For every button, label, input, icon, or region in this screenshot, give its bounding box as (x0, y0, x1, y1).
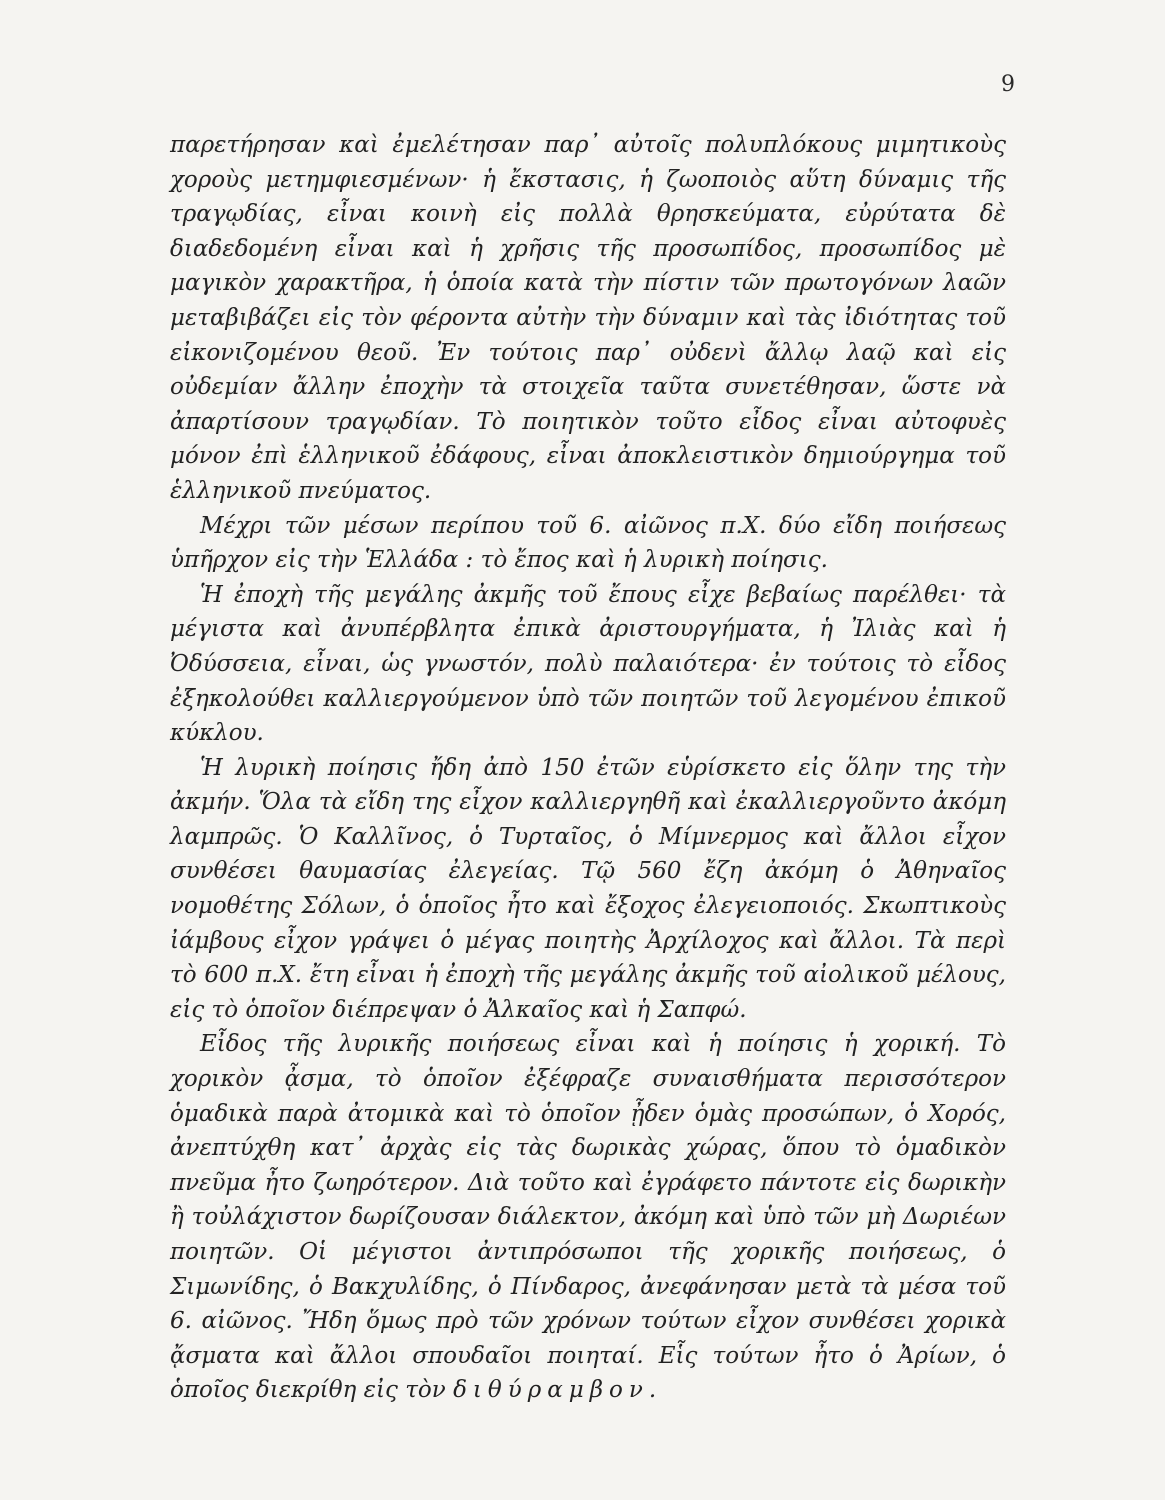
paragraph-5-text: Εἶδος τῆς λυρικῆς ποιήσεως εἶναι καὶ ἡ ποίησις ἡ χορική. Τὸ χορικὸν ᾆσμα, τὸ ὁποῖον ἐξέφραζε συναισθήματα περισσότερον ὁμαδικὰ παρὰ ἀτομικὰ καὶ τὸ ὁποῖον ᾖδεν ὁμὰς προσώπων, ὁ Χορός, ἀνεπτύχθη κατ᾽ ἀρχὰς εἰς τὰς δωρικὰς χώρας, ὅπου τὸ ὁμαδικὸν πνεῦμα ἦτο ζωηρότερον. Διὰ τοῦτο καὶ ἐγράφετο πάντοτε εἰς δωρικὴν ἢ τοὐλάχιστον δωρίζουσαν διάλεκτον, ἀκόμη καὶ ὑπὸ τῶν μὴ Δωριέων ποιητῶν. Οἱ μέγιστοι ἀντιπρόσωποι τῆς χορικῆς ποιήσεως, ὁ Σιμωνίδης, ὁ Βακχυλίδης, ὁ Πίνδαρος, ἀνεφάνησαν μετὰ τὰ μέσα τοῦ 6. αἰῶνος. Ἤδη ὅμως πρὸ τῶν χρόνων τούτων εἶχον συνθέσει χορικὰ ᾄσματα καὶ ἄλλοι σπουδαῖοι ποιηταί. Εἷς τούτων ἦτο ὁ Ἀρίων, ὁ ὁποῖος διεκρίθη εἰς τὸν (170, 1031, 1006, 1404)
paragraph-5 (170, 1027, 1006, 1408)
paragraph-3: Ἡ ἐποχὴ τῆς μεγάλης ἀκμῆς τοῦ ἔπους εἶχε βεβαίως παρέλθει· τὰ μέγιστα καὶ ἀνυπέρβλητα ἐπικὰ ἀριστουργήματα, ἡ Ἰλιὰς καὶ ἡ Ὀδύσσεια, εἶναι, ὡς γνωστόν, πολὺ παλαιότερα· ἐν τούτοις τὸ εἶδος ἐξηκολούθει καλλιεργούμενον ὑπὸ τῶν ποιητῶν τοῦ λεγομένου ἐπικοῦ κύκλου. (170, 581, 1006, 747)
page-number: 9 (1001, 72, 1015, 97)
paragraph-5-spaced-word: διθύραμβον. (453, 1377, 663, 1404)
body-text (170, 128, 1006, 1408)
paragraph-1: παρετήρησαν καὶ ἐμελέτησαν παρ᾽ αὐτοῖς πολυπλόκους μιμητικοὺς χοροὺς μετημφιεσμένων· ἡ ἔκστασις, ἡ ζωοποιὸς αὕτη δύναμις τῆς τραγῳδίας, εἶναι κοινὴ εἰς πολλὰ θρησκεύματα, εὐρύτατα δὲ διαδεδομένη εἶναι καὶ ἡ χρῆσις τῆς προσωπίδος, προσωπίδος μὲ μαγικὸν χαρακτῆρα, ἡ ὁποία κατὰ τὴν πίστιν τῶν πρωτογόνων λαῶν μεταβιβάζει εἰς τὸν φέροντα αὐτὴν τὴν δύναμιν καὶ τὰς ἰδιότητας τοῦ εἰκονιζομένου θεοῦ. Ἐν τούτοις παρ᾽ οὐδενὶ ἄλλῳ λαῷ καὶ εἰς οὐδεμίαν ἄλλην ἐποχὴν τὰ στοιχεῖα ταῦτα συνετέθησαν, ὥστε νὰ ἀπαρτίσουν τραγῳδίαν. Τὸ ποιητικὸν τοῦτο εἶδος εἶναι αὐτοφυὲς μόνον ἐπὶ ἑλληνικοῦ ἐδάφους, εἶναι ἀποκλειστικὸν δημιούργημα τοῦ ἑλληνικοῦ πνεύματος. (170, 132, 1006, 504)
paragraph-2: Μέχρι τῶν μέσων περίπου τοῦ 6. αἰῶνος π.Χ. δύο εἴδη ποιήσεως ὑπῆρχον εἰς τὴν Ἑλλάδα : τὸ ἔπος καὶ ἡ λυρικὴ ποίησις. (170, 512, 1006, 574)
paragraph-4: Ἡ λυρικὴ ποίησις ἤδη ἀπὸ 150 ἐτῶν εὑρίσκετο εἰς ὅλην της τὴν ἀκμήν. Ὅλα τὰ εἴδη της εἶχον καλλιεργηθῆ καὶ ἐκαλλιεργοῦντο ἀκόμη λαμπρῶς. Ὁ Καλλῖνος, ὁ Τυρταῖος, ὁ Μίμνερμος καὶ ἄλλοι εἶχον συνθέσει θαυμασίας ἐλεγείας. Τῷ 560 ἔζη ἀκόμη ὁ Ἀθηναῖος νομοθέτης Σόλων, ὁ ὁποῖος ἦτο καὶ ἔξοχος ἐλεγειοποιός. Σκωπτικοὺς ἰάμβους εἶχον γράψει ὁ μέγας ποιητὴς Ἀρχίλοχος καὶ ἄλλοι. Τὰ περὶ τὸ 600 π.Χ. ἔτη εἶναι ἡ ἐποχὴ τῆς μεγάλης ἀκμῆς τοῦ αἰολικοῦ μέλους, εἰς τὸ ὁποῖον διέπρεψαν ὁ Ἀλκαῖος καὶ ἡ Σαπφώ. (170, 754, 1006, 1023)
